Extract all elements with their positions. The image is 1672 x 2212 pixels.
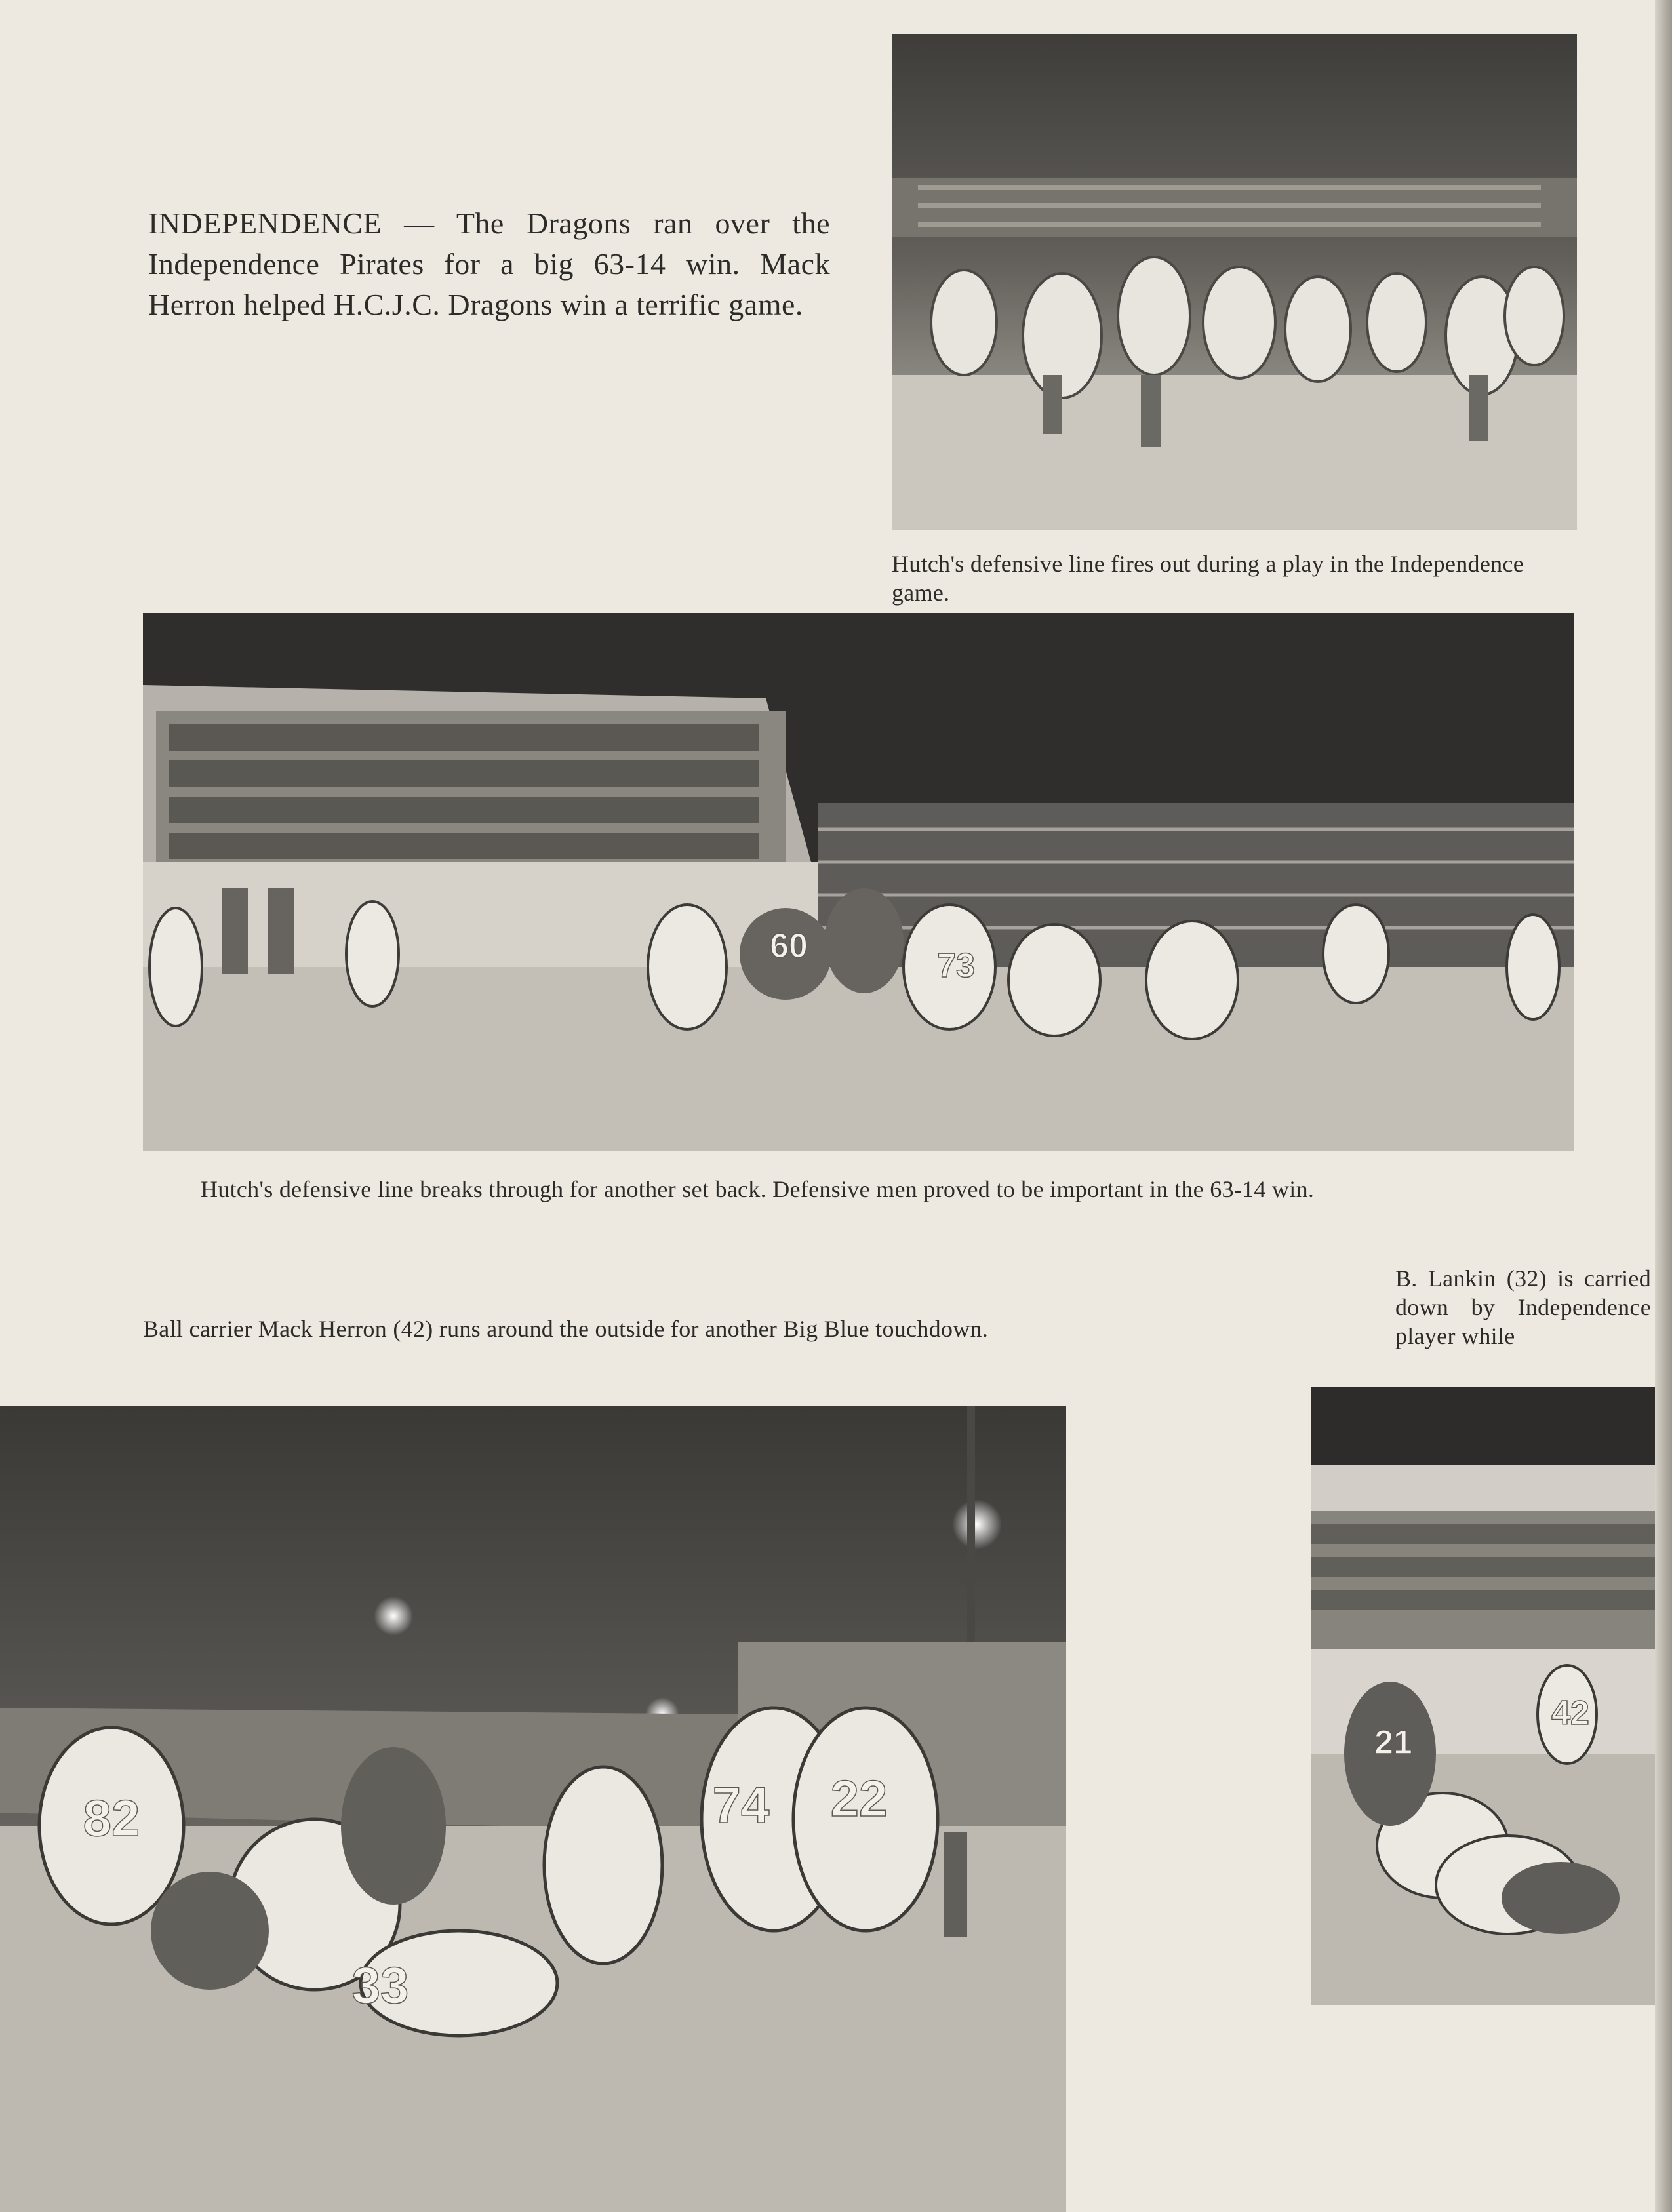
- page-edge-shadow: [1655, 0, 1672, 2212]
- bottom-right-photo-illustration: [1311, 1387, 1655, 2005]
- middle-photo-caption: Hutch's defensive line breaks through for another set back. Defensive men proved to be important in the 63-14 win.: [201, 1176, 1315, 1202]
- middle-photo-illustration: [143, 613, 1574, 1151]
- jersey-number: 74: [712, 1776, 770, 1834]
- jersey-number: 82: [83, 1789, 140, 1847]
- top-photo: [892, 34, 1577, 530]
- jersey-number: 33: [351, 1956, 409, 2014]
- jersey-number: 73: [937, 947, 975, 985]
- bottom-left-photo-caption: Ball carrier Mack Herron (42) runs around the outside for another Big Blue touchdown.: [143, 1316, 989, 1342]
- bottom-right-photo-caption: B. Lankin (32) is carried down by Independence player while: [1395, 1265, 1651, 1349]
- jersey-number: 60: [770, 927, 808, 965]
- top-photo-illustration: [892, 34, 1577, 530]
- middle-photo: [143, 613, 1574, 1151]
- bottom-left-photo: [0, 1406, 1066, 2212]
- article-intro: INDEPENDENCE — The Dragons ran over the Independence Pirates for a big 63-14 win. Mack Herron helped H.C.J.C. Dragons win a terrific game.: [148, 207, 830, 321]
- jersey-number: 21: [1374, 1724, 1412, 1762]
- bottom-left-photo-illustration: [0, 1406, 1066, 2212]
- top-photo-caption: Hutch's defensive line fires out during a play in the Independence game.: [892, 551, 1524, 606]
- bottom-right-photo: [1311, 1387, 1655, 2005]
- jersey-number: 22: [830, 1769, 888, 1827]
- jersey-number: 42: [1551, 1694, 1589, 1732]
